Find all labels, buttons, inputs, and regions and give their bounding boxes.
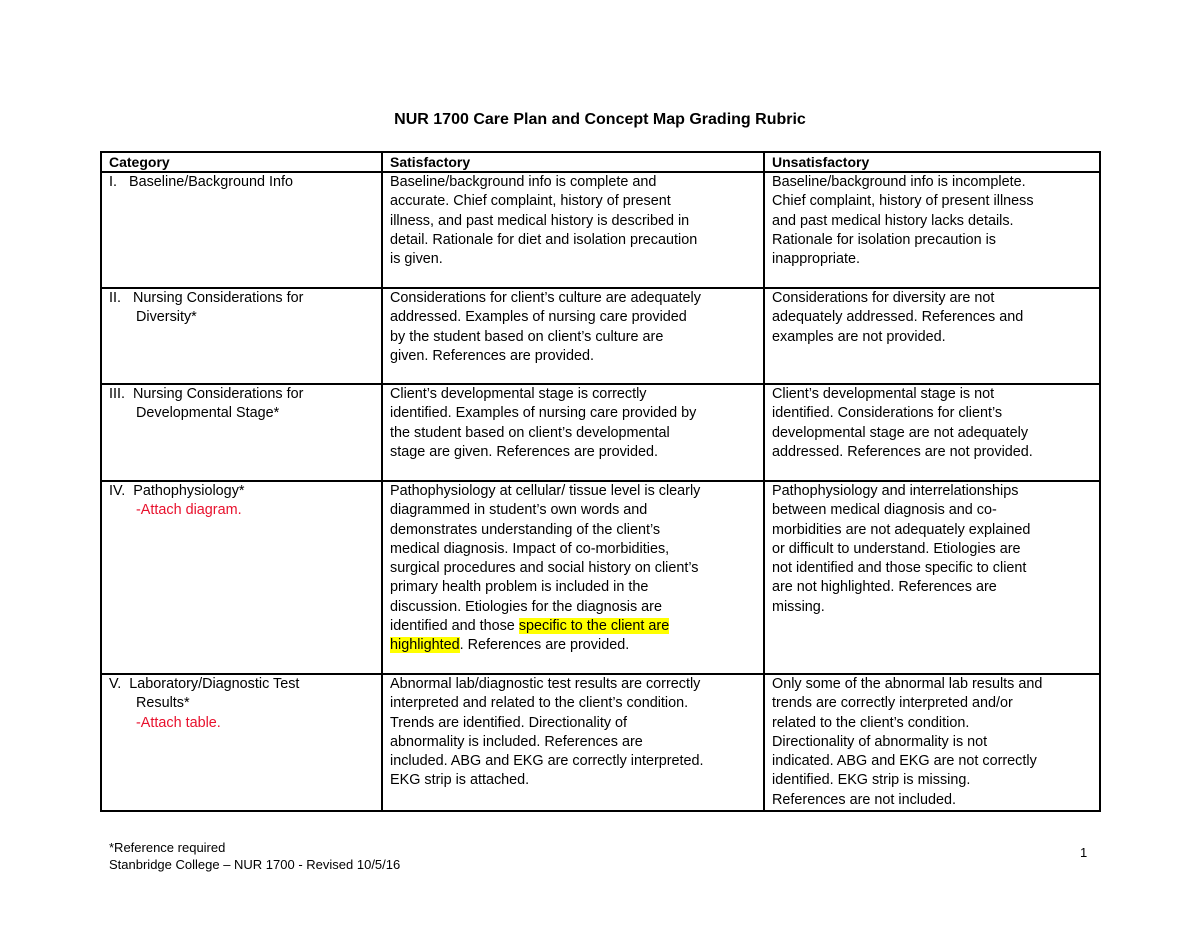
category-label-continued: Results* [136,695,190,712]
satisfactory-text-end: . References are provided. [459,637,630,654]
unsatisfactory-cell [764,288,1100,384]
category-cell [101,674,382,811]
attach-table-note: -Attach table. [136,714,221,731]
category-name [109,173,374,192]
category-cell [101,481,382,674]
highlighted-text: highlighted [390,637,460,654]
satisfactory-cell [382,481,764,674]
unsatisfactory-text: Pathophysiology and interrelationships between medical diagnosis and co- morbidities are not adequately explained or difficult to understand. Etiologies are not identified and those specific to client are not highlighted. References are missing. [772,483,1031,615]
attach-diagram-note: -Attach diagram. [136,502,242,519]
highlighted-text: specific to the client are [518,618,670,635]
category-numeral: V. [109,676,122,692]
header-category: Category [101,152,382,172]
satisfactory-cell [382,674,764,811]
unsatisfactory-cell [764,172,1100,288]
unsatisfactory-text: Only some of the abnormal lab results and trends are correctly interpreted and/or related to the client’s condition. Directionality of abnormality is not indicated. ABG and EKG are not correctly identified. EKG strip is missing. References are not included. [772,676,1043,808]
category-label: Laboratory/Diagnostic Test [129,676,300,692]
category-cell [101,288,382,384]
category-numeral: II. [109,290,121,306]
unsatisfactory-cell [764,384,1100,481]
category-label-continued: Diversity* [136,309,197,326]
satisfactory-text: Considerations for client’s culture are adequately addressed. Examples of nursing care provided by the student based on client’s culture are given. References are provided. [390,290,701,364]
college-revision-line: Stanbridge College – NUR 1700 - Revised 10/5/16 [109,856,401,872]
unsatisfactory-text: Client’s developmental stage is not identified. Considerations for client’s developmental stage are not adequately addressed. References are not provided. [772,386,1033,460]
category-label: Baseline/Background Info [129,174,294,190]
category-name [109,385,374,404]
category-label: Nursing Considerations for [133,290,304,306]
satisfactory-cell [382,384,764,481]
header-satisfactory: Satisfactory [382,152,764,172]
page-footer [109,840,400,873]
satisfactory-text: Baseline/background info is complete and accurate. Chief complaint, history of present illness, and past medical history is described in detail. Rationale for diet and isolation precaution is given. [390,174,698,268]
category-numeral: I. [109,174,117,190]
category-name [109,289,374,308]
page-title: NUR 1700 Care Plan and Concept Map Grading Rubric [394,111,806,128]
header-unsatisfactory: Unsatisfactory [764,152,1100,172]
unsatisfactory-text: Considerations for diversity are not adequately addressed. References and examples are not provided. [772,290,1024,345]
reference-note: *Reference required [109,840,226,855]
category-numeral: III. [109,386,125,402]
page-number: 1 [1080,845,1088,860]
table-row [101,172,1100,288]
category-numeral: IV. [109,483,126,499]
satisfactory-text [390,482,756,656]
category-cell [101,384,382,481]
satisfactory-text: Client’s developmental stage is correctly identified. Examples of nursing care provided by the student based on client’s developmental stage are given. References are provided. [390,386,697,460]
satisfactory-text: Abnormal lab/diagnostic test results are correctly interpreted and related to the client’s condition. Trends are identified. Directionality of abnormality is included. References are included. ABG and EKG are correctly interpreted. EKG strip is attached. [390,676,704,789]
satisfactory-cell [382,172,764,288]
category-cell [101,172,382,288]
unsatisfactory-cell [764,481,1100,674]
table-row [101,288,1100,384]
table-header-row [101,152,1100,172]
table-row [101,384,1100,481]
table-row [101,674,1100,811]
category-name [109,482,374,501]
category-label: Pathophysiology* [133,483,245,499]
unsatisfactory-text: Baseline/background info is incomplete. Chief complaint, history of present illness and past medical history lacks details. Rationale for isolation precaution is inappropriate. [772,174,1034,268]
unsatisfactory-cell [764,674,1100,811]
satisfactory-cell [382,288,764,384]
table-row [101,481,1100,674]
category-label: Nursing Considerations for [133,386,304,402]
category-label-continued: Developmental Stage* [136,405,280,422]
category-name [109,675,374,694]
satisfactory-text-start: Pathophysiology at cellular/ tissue level is clearly diagrammed in student’s own words and demonstrates understanding of the client’s medical diagnosis. Impact of co-morbidities, surgical procedures and social history on client’s primary health problem is included in the discussion. Etiologies for the diagnosis are identified and those [390,483,701,635]
grading-rubric-table [100,151,1101,812]
